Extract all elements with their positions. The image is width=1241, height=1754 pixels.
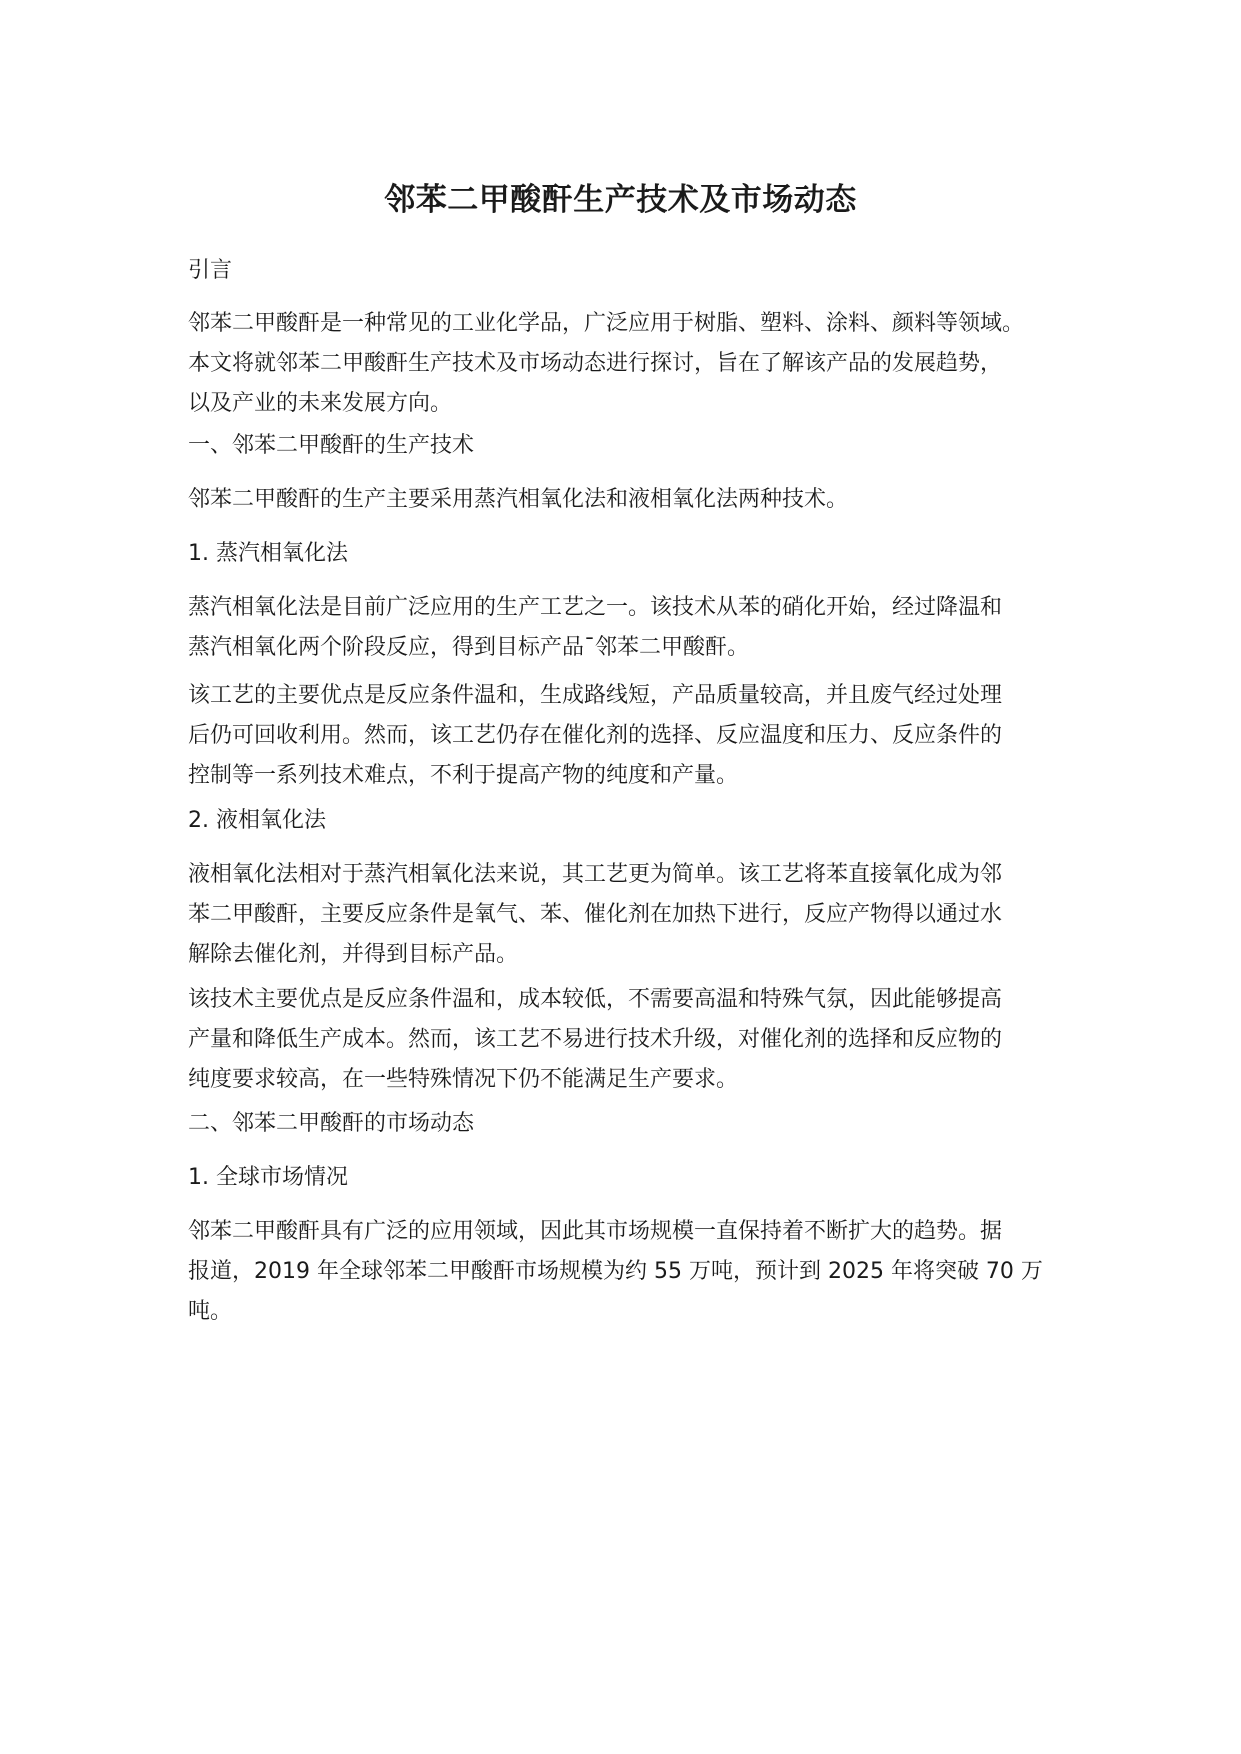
text-line: 控制等一系列技术难点，不利于提高产物的纯度和产量。 [188,763,739,788]
sub1-paragraph1 [188,588,1068,668]
text-line: 蒸汽相氧化法是目前广泛应用的生产工艺之一。该技术从苯的硝化开始，经过降温和 [188,595,1003,620]
text-line: 该技术主要优点是反应条件温和，成本较低，不需要高温和特殊气氛，因此能够提高 [188,987,1003,1012]
text-line: 以及产业的未来发展方向。 [188,391,453,416]
text-line: 后仍可回收利用。然而，该工艺仍存在催化剂的选择、反应温度和压力、反应条件的 [188,723,1003,748]
text-line: 解除去催化剂，并得到目标产品。 [188,942,519,967]
text-line: 纯度要求较高，在一些特殊情况下仍不能满足生产要求。 [188,1067,739,1092]
text-line: 蒸汽相氧化两个阶段反应，得到目标产品¯邻苯二甲酸酐。 [188,635,750,660]
intro-heading: 引言 [188,258,233,283]
text-line: 液相氧化法相对于蒸汽相氧化法来说，其工艺更为简单。该工艺将苯直接氧化成为邻 [188,862,1003,887]
sub2-heading: 2. 液相氧化法 [188,808,326,833]
text-line: 邻苯二甲酸酐是一种常见的工业化学品，广泛应用于树脂、塑料、涂料、颜料等领域。 [188,311,1025,336]
sub2-paragraph1 [188,855,1068,975]
text-line: 产量和降低生产成本。然而，该工艺不易进行技术升级，对催化剂的选择和反应物的 [188,1027,1003,1052]
text-line: 邻苯二甲酸酐具有广泛的应用领域，因此其市场规模一直保持着不断扩大的趋势。据 [188,1219,1003,1244]
sub1-heading: 1. 蒸汽相氧化法 [188,541,348,566]
intro-paragraph [188,304,1068,424]
section1-paragraph: 邻苯二甲酸酐的生产主要采用蒸汽相氧化法和液相氧化法两种技术。 [188,487,849,512]
section1-heading: 一、邻苯二甲酸酐的生产技术 [188,433,475,458]
text-line: 苯二甲酸酐，主要反应条件是氧气、苯、催化剂在加热下进行，反应产物得以通过水 [188,902,1003,927]
text-line: 报道，2019 年全球邻苯二甲酸酐市场规模为约 55 万吨，预计到 2025 年将突破 70 万 [188,1259,1043,1284]
sub2-paragraph2 [188,980,1068,1100]
sub3-heading: 1. 全球市场情况 [188,1165,348,1190]
document-title: 邻苯二甲酸酐生产技术及市场动态 [384,182,857,218]
text-line: 该工艺的主要优点是反应条件温和，生成路线短，产品质量较高，并且废气经过处理 [188,683,1003,708]
text-line: 本文将就邻苯二甲酸酐生产技术及市场动态进行探讨，旨在了解该产品的发展趋势， [188,351,1003,376]
sub1-paragraph2 [188,676,1068,796]
sub3-paragraph [188,1212,1068,1332]
text-line: 吨。 [188,1299,233,1324]
section2-heading: 二、邻苯二甲酸酐的市场动态 [188,1111,475,1136]
